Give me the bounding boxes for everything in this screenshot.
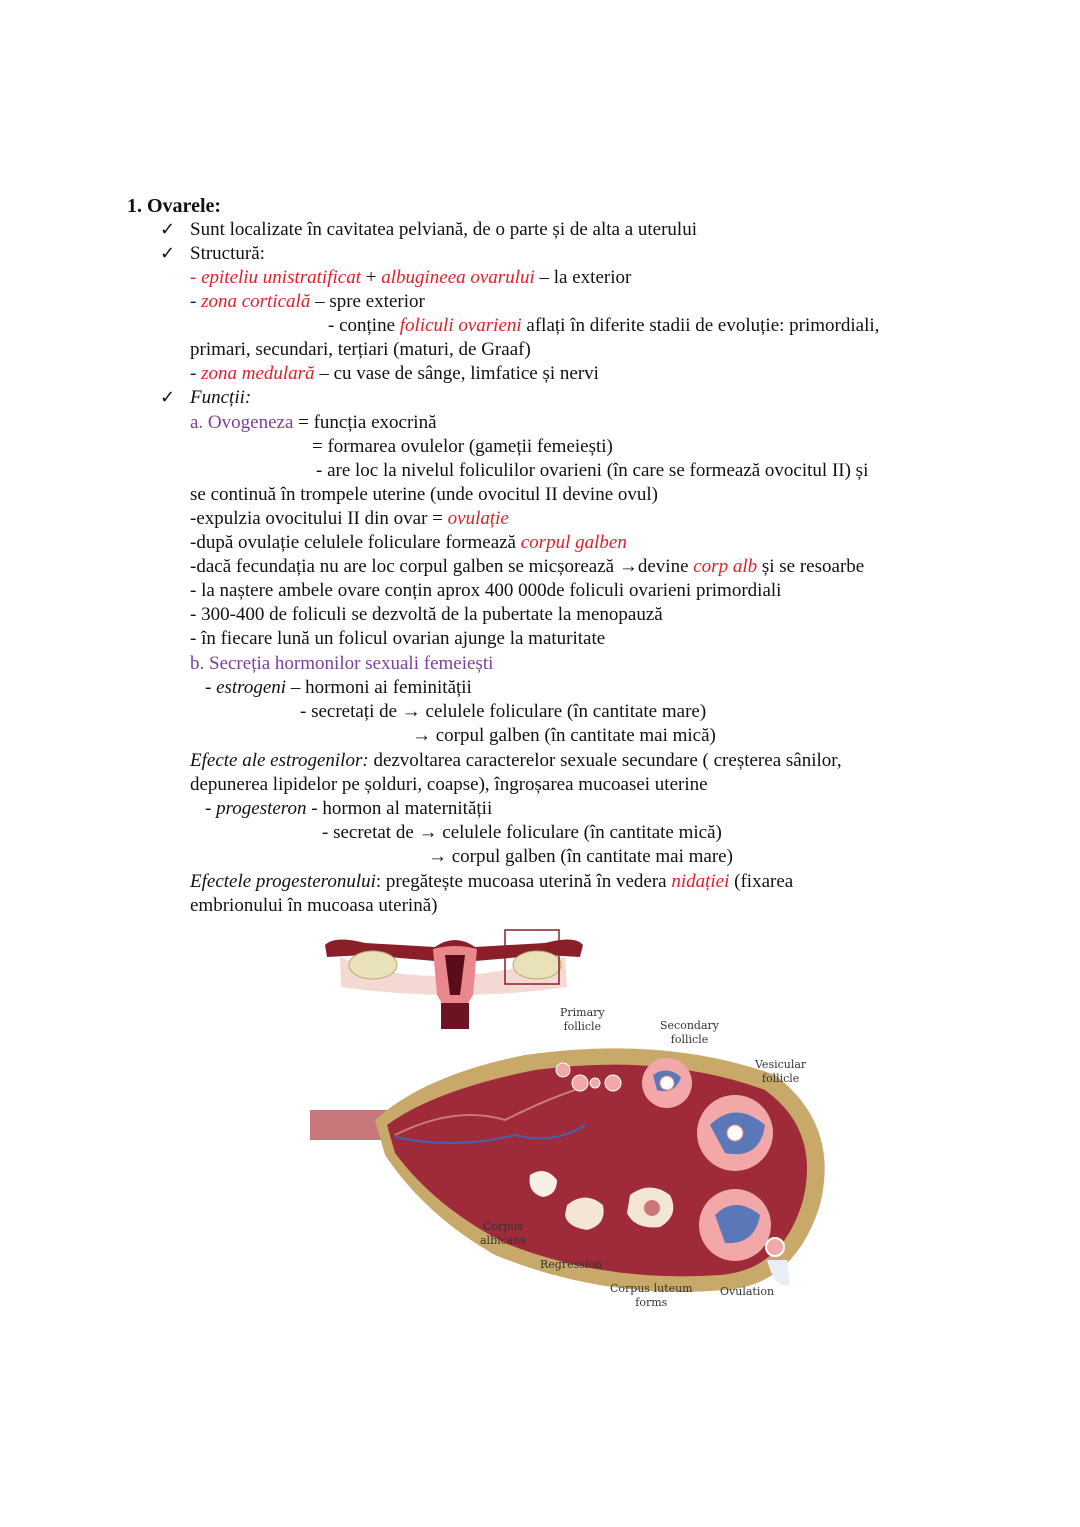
ovogeneza-line-4: se continuă în trompele uterine (unde ovocitul II devine ovul)	[190, 484, 658, 505]
label-ovulation: Ovulation	[720, 1285, 775, 1298]
term-zona-medulara: zona medulară	[201, 363, 315, 384]
text: – la exterior	[534, 267, 632, 288]
label-efecte-estrogeni: Efecte ale estrogenilor:	[190, 750, 369, 771]
text: albicans	[480, 1234, 527, 1247]
text: forms	[635, 1296, 668, 1309]
text: -	[190, 363, 202, 384]
ovogeneza-line-5	[190, 507, 509, 531]
ovogeneza-line-2: = formarea ovulelor (gameții femeiești)	[312, 436, 613, 457]
progesteron-line-2: - secretat de → celulele foliculare (în cantitate mică)	[322, 822, 722, 843]
progesteron-effects-line-2: embrionului în mucoasa uterină)	[190, 895, 438, 916]
estrogeni-effects-line	[190, 749, 842, 773]
term-ovulatie: ovulație	[447, 508, 509, 529]
label-primary-follicle	[560, 1006, 605, 1034]
text: aflați în diferite stadii de evoluție: primordiali,	[521, 315, 880, 336]
term-epiteliu: - epiteliu unistratificat	[190, 267, 361, 288]
text: - hormon al maternității	[306, 798, 493, 819]
subheading-ovogeneza: a. Ovogeneza	[190, 412, 294, 433]
checkmark-icon: ✓	[160, 219, 176, 240]
structure-line-1	[190, 266, 631, 290]
term-nidatie: nidației	[671, 871, 730, 892]
term-corp-alb: corp alb	[693, 556, 758, 577]
text: (fixarea	[729, 871, 794, 892]
ovogeneza-line-10: - în fiecare lună un folicul ovarian ajunge la maturitate	[190, 628, 606, 649]
checkmark-icon: ✓	[160, 243, 176, 264]
bullet-structure: Structură:	[190, 243, 265, 264]
progesteron-effects-line	[190, 870, 793, 894]
label-vesicular-follicle	[755, 1058, 806, 1086]
text: dezvoltarea caracterelor sexuale secundare ( creșterea sânilor,	[368, 750, 842, 771]
text: – cu vase de sânge, limfatice și nervi	[314, 363, 599, 384]
bullet-location: Sunt localizate în cavitatea pelviană, de o parte și de alta a uterului	[190, 219, 697, 240]
ovogeneza-line-8: - la naștere ambele ovare conțin aprox 400 000de foliculi ovarieni primordiali	[190, 580, 782, 601]
structure-line-2	[190, 290, 425, 314]
text: : pregătește mucoasa uterină în vedera	[375, 871, 672, 892]
subheading-hormoni: b. Secreția hormonilor sexuali femeiești	[190, 653, 494, 674]
text: -	[190, 291, 202, 312]
text: Vesicular	[755, 1058, 807, 1071]
text: și se resoarbe	[757, 556, 865, 577]
label-corpus-albicans	[480, 1220, 526, 1248]
estrogeni-line-3: → corpul galben (în cantitate mai mică)	[412, 725, 716, 746]
progesteron-line-3: → corpul galben (în cantitate mai mare)	[428, 846, 733, 867]
label-secondary-follicle	[660, 1019, 719, 1047]
term-progesteron: progesteron	[216, 798, 307, 819]
text: Secondary	[660, 1019, 719, 1032]
text: -expulzia ovocitului II din ovar =	[190, 508, 448, 529]
text: – hormoni ai feminității	[286, 677, 472, 698]
text: Primary	[560, 1006, 605, 1019]
ovary-cross-section	[310, 1048, 825, 1291]
text: Corpus luteum	[610, 1282, 693, 1295]
text: follicle	[761, 1072, 800, 1085]
label-corpus-luteum	[610, 1282, 693, 1310]
ovogeneza-line-9: - 300-400 de foliculi se dezvoltă de la pubertate la menopauză	[190, 604, 663, 625]
label-efecte-progesteron: Efectele progesteronului	[190, 871, 376, 892]
uterus-icon	[325, 930, 583, 1029]
text: follicle	[563, 1020, 602, 1033]
structure-line-3	[328, 314, 879, 338]
term-albuginee: albugineea ovarului	[381, 267, 535, 288]
text: -	[205, 798, 217, 819]
text: -dacă fecundația nu are loc corpul galben se micșorează →devine	[190, 556, 694, 577]
text: -după ovulație celulele foliculare formează	[190, 532, 521, 553]
text: = funcția exocrină	[293, 412, 437, 433]
text: Corpus	[483, 1220, 524, 1233]
text: – spre exterior	[310, 291, 425, 312]
text: -	[205, 677, 217, 698]
text: - conține	[328, 315, 400, 336]
ovogeneza-line-3: - are loc la nivelul foliculilor ovarieni (în care se formează ovocitul II) și	[316, 460, 869, 481]
label-regression: Regression	[540, 1258, 603, 1271]
text: +	[360, 267, 382, 288]
ovogeneza-line-7	[190, 555, 864, 579]
term-corpul-galben: corpul galben	[520, 532, 627, 553]
estrogeni-line	[205, 676, 472, 700]
structure-line-5	[190, 362, 599, 386]
text: follicle	[670, 1033, 709, 1046]
progesteron-line	[205, 797, 492, 821]
structure-line-4: primari, secundari, terțiari (maturi, de Graaf)	[190, 339, 531, 360]
estrogeni-line-2: - secretați de → celulele foliculare (în cantitate mare)	[300, 701, 707, 722]
ovogeneza-line	[190, 411, 437, 435]
estrogeni-effects-line-2: depunerea lipidelor pe șolduri, coapse), îngroșarea mucoasei uterine	[190, 774, 708, 795]
term-zona-corticala: zona corticală	[201, 291, 311, 312]
bullet-functions: Funcții:	[190, 387, 252, 408]
ovogeneza-line-6	[190, 531, 627, 555]
term-estrogeni: estrogeni	[216, 677, 287, 698]
ovary-diagram	[305, 925, 835, 1320]
section-heading: 1. Ovarele:	[127, 195, 222, 217]
term-foliculi: foliculi ovarieni	[399, 315, 522, 336]
checkmark-icon: ✓	[160, 387, 176, 408]
